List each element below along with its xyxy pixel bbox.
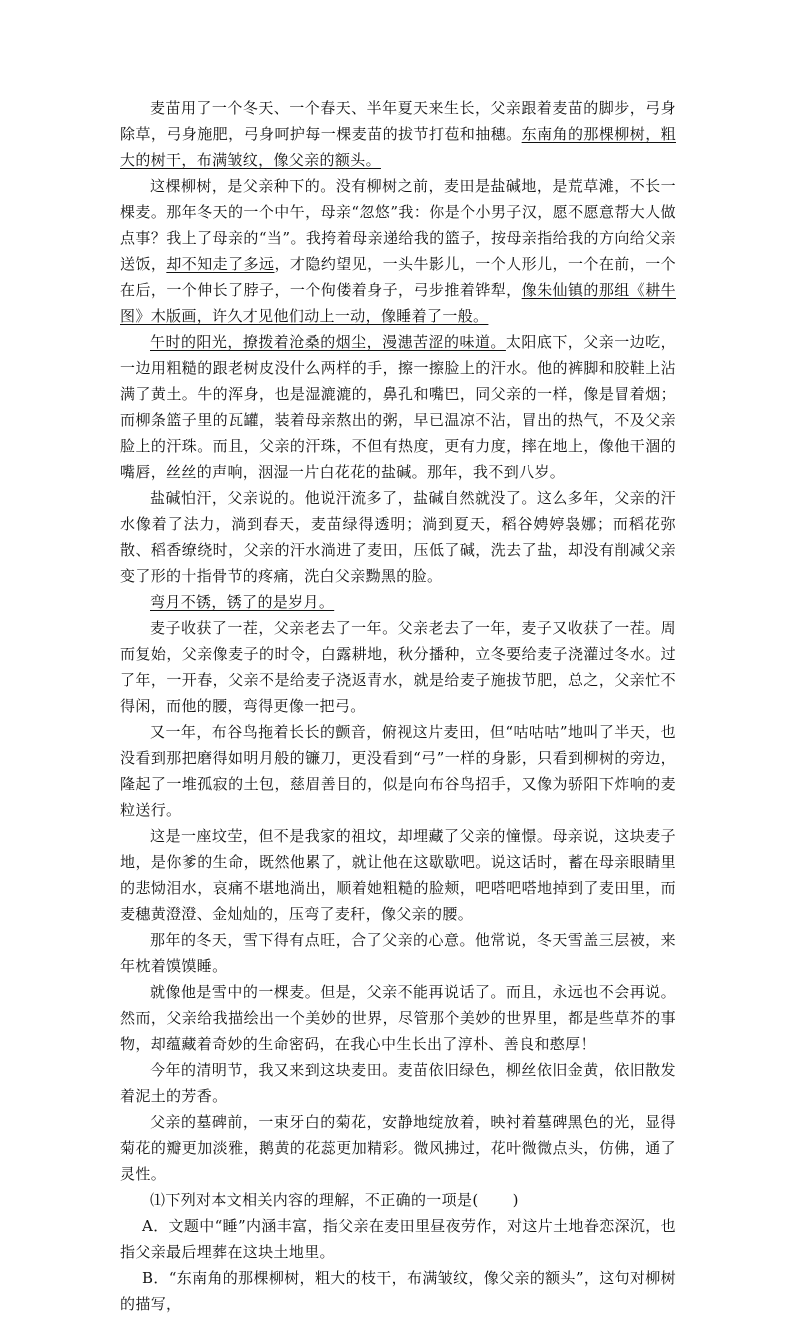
document-page [120,95,676,1317]
underlined-sentence: 弯月不锈，锈了的是岁月。 [150,593,335,611]
paragraph-1 [120,95,676,173]
paragraph-8 [120,823,676,927]
paragraph-text: 麦子收获了一茬，父亲老去了一年。父亲老去了一年，麦子又收获了一茬。周而复始，父亲像麦子的时令，白露耕地，秋分播种，立冬要给麦子浇灌过冬水。过了年，一开春，父亲不是给麦子浇返青水，就是给麦子施拔节肥，总之，父亲忙不得闲，而他的腰，弯得更像一把弓。 [120,619,676,715]
paragraph-text: 太阳底下，父亲一边吃，一边用粗糙的跟老树皮没什么两样的手，擦一擦脸上的汗水。他的裤脚和胶鞋上沾满了黄土。牛的浑身，也是湿漉漉的，鼻孔和嘴巴，同父亲的一样，像是冒着烟；而柳条篮子里的瓦罐，装着母亲熬出的粥，早已温凉不沾，冒出的热气，不及父亲脸上的汗珠。而且，父亲的汗珠，不但有热度，更有力度，摔在地上，像他干涸的嘴唇，丝丝的声响，洇湿一片白花花的盐碱。那年，我不到八岁。 [120,333,676,481]
underlined-sentence: 午时的阳光，撩拨着沧桑的烟尘，漫漶苦涩的味道。 [150,333,506,351]
paragraph-text: 这是一座坟茔，但不是我家的祖坟，却埋藏了父亲的憧憬。母亲说，这块麦子地，是你爹的生命，既然他累了，就让他在这歇歇吧。说这话时，蓄在母亲眼睛里的悲恸泪水，哀痛不堪地淌出，顺着她粗糙的脸颊，吧嗒吧嗒地掉到了麦田里，而麦穗黄澄澄、金灿灿的，压弯了麦秆，像父亲的腰。 [120,827,676,923]
paragraph-text: 父亲的墓碑前，一束牙白的菊花，安静地绽放着，映衬着墓碑黑色的光，显得菊花的瓣更加淡雅，鹅黄的花蕊更加精彩。微风拂过，花叶微微点头，仿佛，通了灵性。 [120,1113,676,1183]
paragraph-text: 又一年，布谷鸟拖着长长的颤音，俯视这片麦田，但“咕咕咕”地叫了半天，也没看到那把磨得如明月般的镰刀，更没看到“弓”一样的身影，只看到柳树的旁边，隆起了一堆孤寂的土包，慈眉善目的，似是向布谷鸟招手，又像为骄阳下炸响的麦粒送行。 [120,723,676,819]
underlined-sentence: 像朱仙镇的那组《耕牛图》木版画，许久才见他们动上一动，像睡着了一般。 [120,281,676,325]
paragraph-2 [120,173,676,329]
paragraph-6 [120,615,676,719]
question-stem [120,1187,676,1213]
paragraph-text: 麦苗用了一个冬天、一个春天、半年夏天来生长，父亲跟着麦苗的脚步，弓身除草，弓身施肥，弓身呵护每一棵麦苗的拔节打苞和抽穗。 [120,99,676,143]
underlined-phrase: 却不知走了多远 [166,255,275,273]
paragraph-9 [120,927,676,979]
paragraph-5 [120,589,676,615]
underlined-sentence: 东南角的那棵柳树，粗大的树干，布满皱纹，像父亲的额头。 [120,125,676,169]
paragraph-text: 就像他是雪中的一棵麦。但是，父亲不能再说话了。而且，永远也不会再说。然而，父亲给我描绘出一个美妙的世界，尽管那个美妙的世界里，都是些草芥的事物，却蕴藏着奇妙的生命密码，在我心中生长出了淳朴、善良和憨厚！ [120,983,676,1053]
paragraph-11 [120,1057,676,1109]
paragraph-text: 这棵柳树，是父亲种下的。没有柳树之前，麦田是盐碱地，是荒草滩，不长一棵麦。那年冬天的一个中午，母亲“忽悠”我：你是个小男子汉，愿不愿意帮大人做点事？我上了母亲的“当”。我挎着母亲递给我的篮子，按母亲指给我的方向给父亲送饭， [120,177,676,273]
paragraph-10 [120,979,676,1057]
option-a: A．文题中“睡”内涵丰富，指父亲在麦田里昼夜劳作，对这片土地眷恋深沉，也指父亲最后埋葬在这块土地里。 [120,1217,676,1261]
question-text: ⑴下列对本文相关内容的理解，不正确的一项是( [150,1191,479,1209]
paragraph-7 [120,719,676,823]
paragraph-text: 今年的清明节，我又来到这块麦田。麦苗依旧绿色，柳丝依旧金黄，依旧散发着泥土的芳香。 [120,1061,676,1105]
paragraph-3 [120,329,676,485]
paragraph-4 [120,485,676,589]
paragraph-12 [120,1109,676,1187]
paragraph-text: 盐碱怕汗，父亲说的。他说汗流多了，盐碱自然就没了。这么多年，父亲的汗水像着了法力，淌到春天，麦苗绿得透明；淌到夏天，稻谷娉婷袅娜；而稻花弥散、稻香缭绕时，父亲的汗水淌进了麦田，压低了碱，洗去了盐，却没有削减父亲变了形的十指骨节的疼痛，洗白父亲黝黑的脸。 [120,489,676,585]
paragraph-text: 那年的冬天，雪下得有点旺，合了父亲的心意。他常说，冬天雪盖三层被，来年枕着馍馍睡。 [120,931,676,975]
paragraph-text: ，才隐约望见，一头牛影儿，一个人形儿，一个在前，一个在后，一个伸长了脖子，一个佝偻着身子，弓步推着铧犁， [120,255,676,299]
question-text: ) [512,1191,519,1209]
option-b: B．“东南角的那棵柳树，粗大的枝干，布满皱纹，像父亲的额头”，这句对柳树的描写， [120,1269,676,1313]
